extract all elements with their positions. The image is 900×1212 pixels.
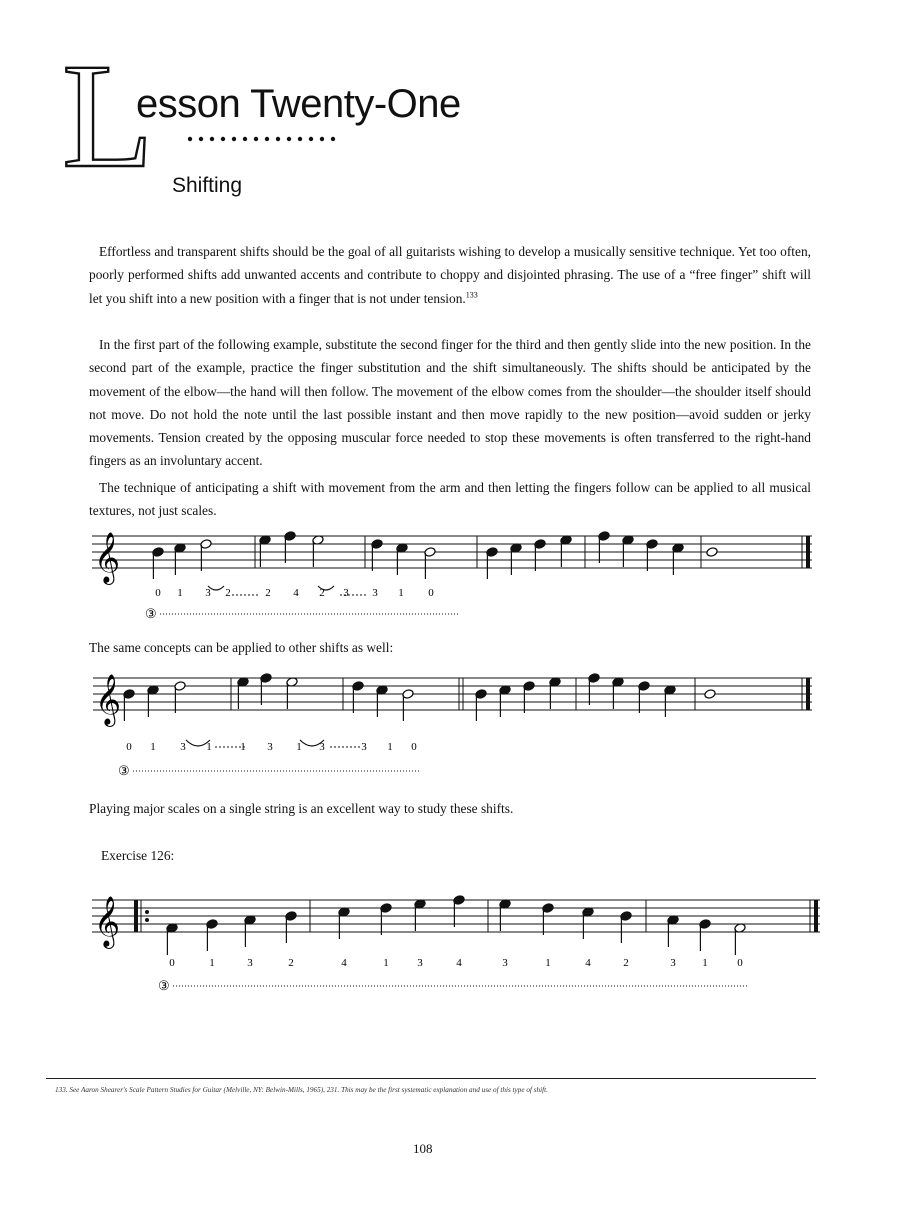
drop-cap-glyph: L bbox=[62, 38, 154, 178]
fingering-number: 0 bbox=[169, 957, 175, 969]
title-dot bbox=[276, 137, 280, 141]
fingering-number: 1 bbox=[150, 741, 156, 753]
fingering-number: 0 bbox=[428, 587, 434, 599]
fingering-number: 3 bbox=[372, 587, 378, 599]
fingering-number: 4 bbox=[585, 957, 591, 969]
fingering-number: 1 bbox=[387, 741, 393, 753]
fingering-number: 2 bbox=[225, 587, 231, 599]
string-indicator-icon: ③ bbox=[158, 978, 170, 993]
treble-clef-icon: 𝄞 bbox=[94, 897, 121, 946]
fingering-number: 2 bbox=[319, 587, 325, 599]
title-dot bbox=[210, 137, 214, 141]
title-dot bbox=[287, 137, 291, 141]
fingering-number: 1 bbox=[702, 957, 708, 969]
page-number: 108 bbox=[413, 1141, 433, 1156]
title-dot bbox=[298, 137, 302, 141]
fingering-number: 1 bbox=[209, 957, 215, 969]
staff-lines bbox=[92, 536, 812, 568]
title-dot bbox=[221, 137, 225, 141]
music-staff-example-1 bbox=[0, 520, 900, 630]
fingering-number: 3 bbox=[361, 741, 367, 753]
fingering-number: 2 bbox=[288, 957, 294, 969]
title-dot bbox=[243, 137, 247, 141]
fingering-number: 3 bbox=[319, 741, 325, 753]
staff-lines bbox=[93, 678, 812, 710]
paragraph-instructions: In the first part of the following example, substitute the second finger for the third and then gently slide into the new position. In the second part of the example, practice the finger substitution and the shift simultaneously. The shifts should be anticipated by the movement of the elbow—the hand will then follow. The movement of the elbow comes from the shoulder—the shoulder itself should not move. Do not hold the note until the last possible instant and then move rapidly to the new position—avoid sudden or jerky movements. Tension created by the opposing muscular force needed to stop these movements is often transferred to the right-hand fingers as an involuntary accent. bbox=[89, 337, 811, 469]
fingerings bbox=[155, 587, 434, 599]
fingering-number: 3 bbox=[502, 957, 508, 969]
notes bbox=[166, 895, 746, 955]
caption-major-scales: Playing major scales on a single string is an excellent way to study these shifts. bbox=[89, 801, 514, 816]
fingering-number: 0 bbox=[411, 741, 417, 753]
fingering-number: 1 bbox=[398, 587, 404, 599]
paragraph-intro-text: Effortless and transparent shifts should be the goal of all guitarists wishing to develop a musically sensitive technique. Yet too often, poorly performed shifts add unwanted accents and contribute to choppy and disjointed phrasing. The use of a “free finger” shift will let you shift into a new position with a finger that is not under tension. bbox=[89, 244, 811, 306]
lesson-title: esson Twenty-One bbox=[136, 82, 461, 126]
fingering-number: 3 bbox=[670, 957, 676, 969]
title-dot bbox=[254, 137, 258, 141]
title-dot bbox=[188, 137, 192, 141]
title-dotted-rule bbox=[184, 134, 340, 144]
fingering-number: 1 bbox=[177, 587, 183, 599]
treble-clef-icon: 𝄞 bbox=[95, 675, 122, 724]
note-head bbox=[704, 689, 716, 700]
title-dot bbox=[232, 137, 236, 141]
fingering-number: 2 bbox=[623, 957, 629, 969]
music-staff-example-2 bbox=[0, 660, 900, 785]
fingerings bbox=[169, 957, 743, 969]
fingering-number: 3 bbox=[417, 957, 423, 969]
fingering-number: 1 bbox=[240, 741, 246, 753]
fingering-number: 0 bbox=[737, 957, 743, 969]
fingering-number: 2 bbox=[265, 587, 271, 599]
lesson-subtitle: Shifting bbox=[172, 174, 243, 197]
fingering-number: 3 bbox=[247, 957, 253, 969]
footnote-rule bbox=[46, 1078, 816, 1079]
fingering-number: 4 bbox=[341, 957, 347, 969]
fingering-number: 3 bbox=[180, 741, 186, 753]
footnote-text: 133. See Aaron Shearer's Scale Pattern Studies for Guitar (Melville, NY: Belwin-Mills, 1965), 231. This may be the first systematic explanation and use of this type of shift. bbox=[55, 1086, 548, 1094]
footnote-reference: 133 bbox=[465, 290, 478, 300]
title-dot bbox=[320, 137, 324, 141]
caption-same-concepts: The same concepts can be applied to other shifts as well: bbox=[89, 640, 394, 655]
title-dot bbox=[331, 137, 335, 141]
notes bbox=[152, 531, 718, 579]
fingering-number: 3 bbox=[343, 587, 349, 599]
fingering-number: 1 bbox=[545, 957, 551, 969]
notes bbox=[123, 673, 716, 721]
fingering-number: 1 bbox=[296, 741, 302, 753]
staff-lines bbox=[92, 900, 820, 932]
paragraph-technique: The technique of anticipating a shift with movement from the arm and then letting the fingers follow can be applied to all musical textures, not just scales. bbox=[89, 480, 811, 519]
title-dot bbox=[309, 137, 313, 141]
note-head bbox=[706, 547, 718, 558]
title-dot bbox=[199, 137, 203, 141]
fingering-number: 4 bbox=[456, 957, 462, 969]
string-indicator-icon: ③ bbox=[118, 763, 130, 778]
fingering-number: 0 bbox=[155, 587, 161, 599]
title-dot bbox=[265, 137, 269, 141]
string-indicator-icon: ③ bbox=[145, 606, 157, 621]
exercise-label: Exercise 126: bbox=[101, 848, 175, 863]
fingering-number: 1 bbox=[206, 741, 212, 753]
fingering-number: 4 bbox=[293, 587, 299, 599]
fingering-number: 1 bbox=[383, 957, 389, 969]
fingering-number: 3 bbox=[205, 587, 211, 599]
paragraph-intro bbox=[89, 240, 811, 310]
fingering-number: 3 bbox=[267, 741, 273, 753]
fingering-number: 0 bbox=[126, 741, 132, 753]
fingerings bbox=[126, 741, 417, 753]
treble-clef-icon: 𝄞 bbox=[94, 533, 121, 582]
music-staff-exercise-126 bbox=[0, 880, 900, 1000]
